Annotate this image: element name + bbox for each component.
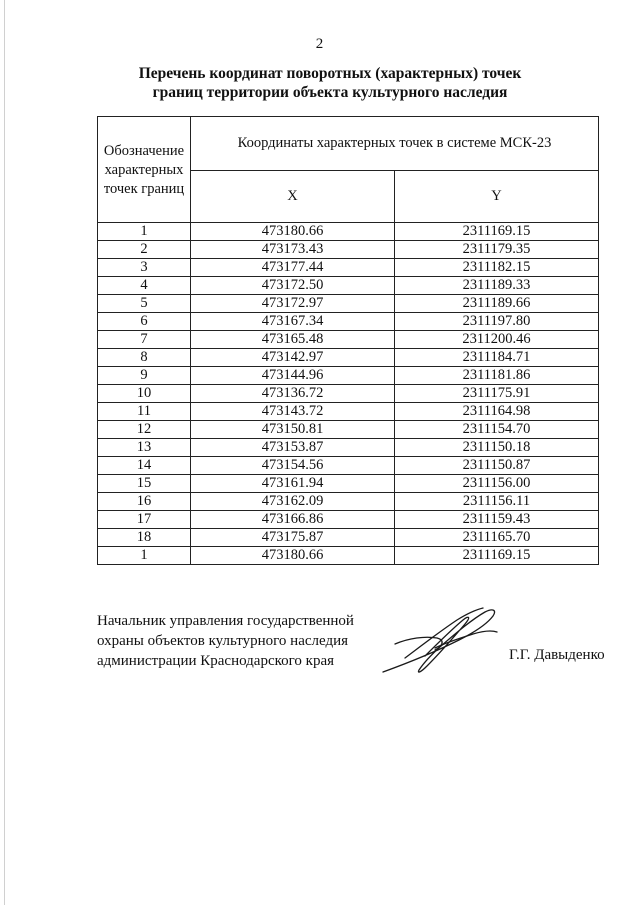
y-coordinate-cell: 2311150.87 (395, 457, 599, 475)
x-coordinate-cell: 473150.81 (191, 421, 395, 439)
scan-edge-line (4, 0, 5, 905)
coordinates-table-body (98, 223, 599, 565)
table-row (98, 475, 599, 493)
table-row (98, 421, 599, 439)
x-coordinate-cell: 473136.72 (191, 385, 395, 403)
table-row (98, 403, 599, 421)
x-coordinate-cell: 473153.87 (191, 439, 395, 457)
point-number-cell: 6 (98, 313, 191, 331)
coordinates-system-header: Координаты характерных точек в системе МСК-23 (191, 117, 599, 171)
table-row (98, 439, 599, 457)
signatory-name: Г.Г. Давыденко (509, 647, 605, 663)
table-row (98, 493, 599, 511)
signatory-position-line-2: охраны объектов культурного наследия (97, 633, 349, 649)
x-coordinate-cell: 473161.94 (191, 475, 395, 493)
x-column-header: X (191, 171, 395, 223)
y-coordinate-cell: 2311182.15 (395, 259, 599, 277)
point-number-cell: 7 (98, 331, 191, 349)
signatory-position (97, 611, 354, 671)
point-number-cell: 11 (98, 403, 191, 421)
point-number-cell: 12 (98, 421, 191, 439)
y-coordinate-cell: 2311159.43 (395, 511, 599, 529)
page-number: 2 (315, 36, 324, 52)
table-row (98, 313, 599, 331)
x-coordinate-cell: 473166.86 (191, 511, 395, 529)
point-designation-header: Обозначение характерных точек границ (98, 117, 191, 223)
x-coordinate-cell: 473143.72 (191, 403, 395, 421)
title-line-2: границ территории объекта культурного наследия (152, 84, 508, 101)
point-number-cell: 16 (98, 493, 191, 511)
table-row (98, 511, 599, 529)
point-number-cell: 5 (98, 295, 191, 313)
y-coordinate-cell: 2311165.70 (395, 529, 599, 547)
point-number-cell: 13 (98, 439, 191, 457)
point-number-cell: 1 (98, 547, 191, 565)
point-number-cell: 9 (98, 367, 191, 385)
x-coordinate-cell: 473142.97 (191, 349, 395, 367)
table-row (98, 367, 599, 385)
y-coordinate-cell: 2311175.91 (395, 385, 599, 403)
table-row (98, 547, 599, 565)
point-number-cell: 10 (98, 385, 191, 403)
signatory-position-line-1: Начальник управления государственной (97, 613, 354, 629)
table-row (98, 295, 599, 313)
table-row (98, 349, 599, 367)
x-coordinate-cell: 473162.09 (191, 493, 395, 511)
x-coordinate-cell: 473175.87 (191, 529, 395, 547)
table-row (98, 457, 599, 475)
y-coordinate-cell: 2311189.66 (395, 295, 599, 313)
y-coordinate-cell: 2311179.35 (395, 241, 599, 259)
x-coordinate-cell: 473144.96 (191, 367, 395, 385)
table-row (98, 277, 599, 295)
coordinates-table (97, 116, 599, 565)
x-coordinate-cell: 473172.50 (191, 277, 395, 295)
point-number-cell: 3 (98, 259, 191, 277)
x-coordinate-cell: 473154.56 (191, 457, 395, 475)
y-coordinate-cell: 2311156.11 (395, 493, 599, 511)
y-coordinate-cell: 2311200.46 (395, 331, 599, 349)
point-number-cell: 15 (98, 475, 191, 493)
point-number-cell: 1 (98, 223, 191, 241)
x-coordinate-cell: 473167.34 (191, 313, 395, 331)
y-column-header: Y (395, 171, 599, 223)
table-row (98, 223, 599, 241)
y-coordinate-cell: 2311189.33 (395, 277, 599, 295)
y-coordinate-cell: 2311150.18 (395, 439, 599, 457)
y-coordinate-cell: 2311197.80 (395, 313, 599, 331)
point-number-cell: 17 (98, 511, 191, 529)
y-coordinate-cell: 2311169.15 (395, 547, 599, 565)
y-coordinate-cell: 2311154.70 (395, 421, 599, 439)
y-coordinate-cell: 2311164.98 (395, 403, 599, 421)
x-coordinate-cell: 473180.66 (191, 547, 395, 565)
signatory-position-line-3: администрации Краснодарского края (97, 653, 335, 669)
point-number-cell: 14 (98, 457, 191, 475)
table-row (98, 529, 599, 547)
point-number-cell: 18 (98, 529, 191, 547)
y-coordinate-cell: 2311184.71 (395, 349, 599, 367)
table-row (98, 259, 599, 277)
table-row (98, 241, 599, 259)
y-coordinate-cell: 2311156.00 (395, 475, 599, 493)
point-number-cell: 2 (98, 241, 191, 259)
y-coordinate-cell: 2311181.86 (395, 367, 599, 385)
x-coordinate-cell: 473173.43 (191, 241, 395, 259)
x-coordinate-cell: 473177.44 (191, 259, 395, 277)
point-number-cell: 8 (98, 349, 191, 367)
x-coordinate-cell: 473172.97 (191, 295, 395, 313)
document-title (60, 64, 600, 102)
title-line-1: Перечень координат поворотных (характерных) точек (138, 65, 522, 82)
y-coordinate-cell: 2311169.15 (395, 223, 599, 241)
point-number-cell: 4 (98, 277, 191, 295)
table-row (98, 331, 599, 349)
x-coordinate-cell: 473165.48 (191, 331, 395, 349)
x-coordinate-cell: 473180.66 (191, 223, 395, 241)
handwritten-signature (375, 598, 505, 678)
table-row (98, 385, 599, 403)
